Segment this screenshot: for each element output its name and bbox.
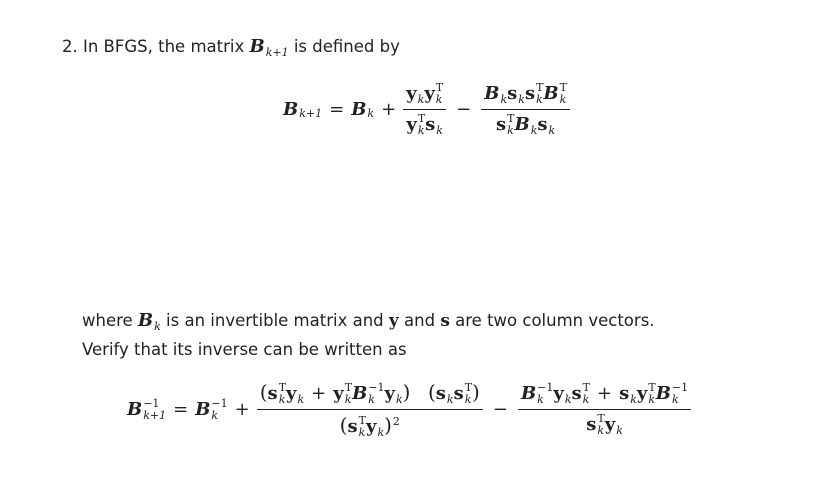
intro-prefix: 2. In BFGS, the matrix (62, 37, 250, 56)
intro-suffix: is defined by (288, 37, 400, 56)
fraction-yyT-over-yTs: $y_ky$ T k y T k $s_k$ (403, 82, 446, 137)
matrix-b-symbol: B (249, 36, 265, 57)
vector-s-symbol: s (440, 311, 450, 331)
fraction-rank-two-term: (s T k $y_k + y$ T k B −1 k $y_k$) ($s_ks$ T k ) (s T k $y_k)^2$ (257, 380, 483, 439)
fraction-BssTBT-over-sTBs: $B_ks_ks$ T k B T k s T k $B_ks_k$ (481, 82, 570, 137)
vector-y-symbol: y (388, 311, 399, 331)
bfgs-update-equation: B k+1 = B k + $y_ky$ T k y T k $s_k$ − $B_ks_ks$ T k B T k s T k $B_ks_k$ (283, 82, 570, 137)
problem-intro-line: 2. In BFGS, the matrix $B_{k+1}$ is defined by (62, 36, 400, 59)
verify-line: Verify that its inverse can be written as (82, 340, 407, 359)
fraction-symmetric-term: B −1 k $y_ks$ T k + $s_ky$ T k B −1 k s T k $y_k$ (518, 382, 691, 437)
where-line: where $B_k$ is an invertible matrix and y and s are two column vectors. (82, 310, 655, 333)
inverse-update-equation: B −1 k+1 = B −1 k + (s T k $y_k + y$ T k B −1 k $y_k$) ($s_ks$ T k ) (s T k $y_k)^2$ − B −1 k $y_ks$ T k + $s_ky$ T k B −1 k s T k $y_k$ (127, 380, 691, 439)
matrix-bk-symbol: B (137, 310, 154, 331)
